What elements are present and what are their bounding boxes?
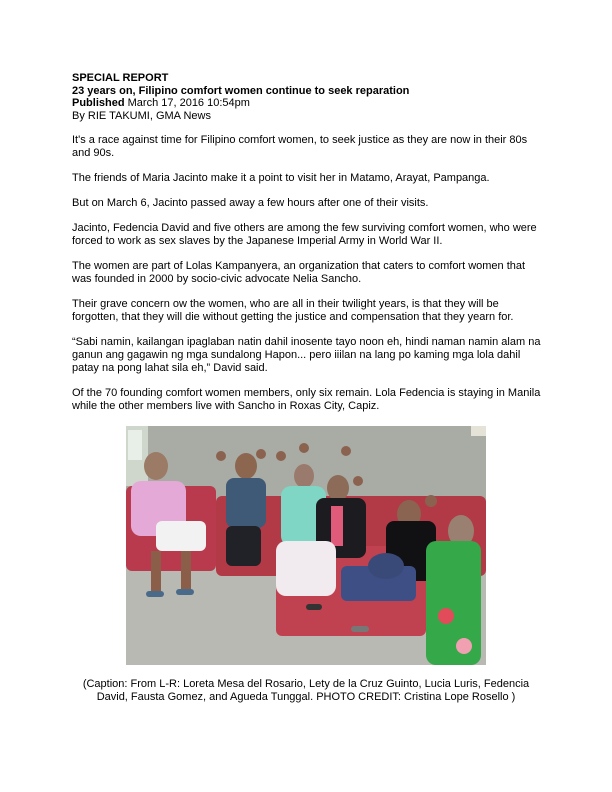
paragraph: The friends of Maria Jacinto make it a point to visit her in Matamo, Arayat, Pampanga.	[72, 172, 490, 184]
article-header	[72, 72, 542, 122]
paragraph: The women are part of Lolas Kampanyera, an organization that caters to comfort women that was founded in 2000 by socio-civic advocate Nelia Sancho.	[72, 260, 526, 285]
photo-illustration	[126, 426, 486, 665]
article-body	[72, 134, 542, 425]
byline: By RIE TAKUMI, GMA News	[72, 109, 211, 122]
section-label: SPECIAL REPORT	[72, 72, 169, 84]
paragraph: “Sabi namin, kailangan ipaglaban natin dahil inosente tayo noon eh, hindi naman namin alam na ganun ang gagawin ng mga sundalong Hapon... pero iiilan na lang po kaming mga lola dahil patay na pong lahat sila eh,” David said.	[72, 336, 541, 374]
paragraph: Their grave concern ow the women, who are all in their twilight years, is that they will be forgotten, that they will die without getting the justice and compensation that they yearn for.	[72, 298, 514, 323]
paragraph: Of the 70 founding comfort women members, only six remain. Lola Fedencia is staying in Manila while the other members live with Sancho in Roxas City, Capiz.	[72, 387, 541, 412]
published-label: Published	[72, 97, 125, 109]
published-line	[72, 97, 542, 110]
photo-caption: (Caption: From L-R: Loreta Mesa del Rosario, Lety de la Cruz Guinto, Lucia Luris, Fedencia David, Fausta Gomez, and Agueda Tunggal. PHOTO CREDIT: Cristina Lope Rosello )	[82, 678, 530, 703]
headline: 23 years on, Filipino comfort women continue to seek reparation	[72, 84, 410, 97]
published-date: March 17, 2016 10:54pm	[124, 97, 250, 109]
paragraph: It's a race against time for Filipino comfort women, to seek justice as they are now in their 80s and 90s.	[72, 134, 528, 159]
paragraph: But on March 6, Jacinto passed away a few hours after one of their visits.	[72, 197, 429, 209]
article-photo	[126, 426, 486, 665]
paragraph: Jacinto, Fedencia David and five others are among the few surviving comfort women, who were forced to work as sex slaves by the Japanese Imperial Army in World War II.	[72, 222, 537, 247]
